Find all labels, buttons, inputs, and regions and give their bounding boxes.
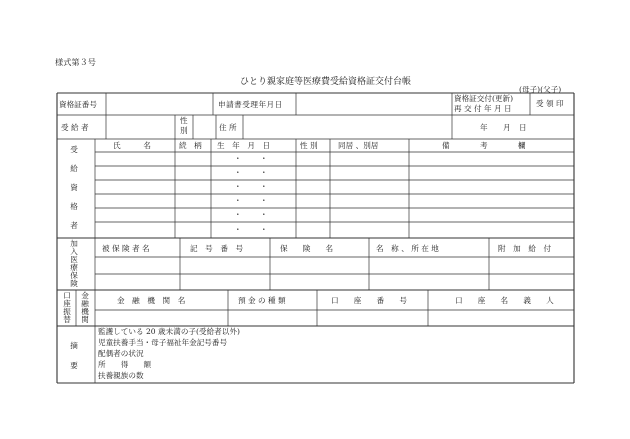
side-char: 入 (70, 247, 78, 256)
gender-label-1: 性 (180, 116, 188, 125)
side-char: 険 (70, 279, 78, 288)
header-name: 氏 名 (113, 141, 151, 150)
header-cohabitation: 同居 、別居 (338, 141, 379, 150)
side-char: 給 (70, 164, 78, 173)
side-char: 融 (81, 299, 89, 308)
header-remarks: 備 考 欄 (442, 141, 526, 150)
remark-line: 所 得 額 (98, 360, 152, 369)
date-separator: ・ (234, 168, 242, 177)
address-label: 住 所 (219, 123, 237, 132)
date-separator: ・ (234, 210, 242, 219)
header-account-number: 口 座 番 号 (331, 296, 407, 305)
side-char: 金 (81, 291, 89, 300)
side-char: 者 (70, 221, 78, 230)
issue-date-label-2: 再 交 付 年 月 日 (454, 104, 512, 113)
date-separator: ・ (260, 210, 268, 219)
side-char: 口 (63, 291, 71, 300)
recipients-side-label (67, 146, 81, 241)
date-separator: ・ (234, 154, 242, 163)
header-insured-name: 被 保 険 者 名 (102, 244, 150, 253)
header-name-address: 名 称 、 所 在 地 (376, 244, 439, 253)
page-title: ひとり親家庭等医療費受給資格証交付台帳 (240, 77, 412, 87)
bank-side-label-right (79, 292, 91, 324)
header-symbol-number: 記 号 番 号 (190, 244, 244, 253)
header-additional-benefit: 附 加 給 付 (498, 244, 552, 253)
insurance-side-label (68, 240, 80, 288)
side-char: 資 (70, 183, 78, 192)
side-char: 替 (63, 315, 71, 324)
side-char: 機 (81, 307, 89, 316)
remarks-side-label (67, 342, 81, 372)
parent-type: (母子)(父子) (519, 85, 562, 94)
remark-line: 配偶者の状況 (98, 349, 144, 358)
day-label: 日 (519, 123, 527, 132)
header-bank-name: 金 融 機 関 名 (117, 296, 186, 305)
remark-line: 児童扶養手当・母子福祉年金記号番号 (98, 338, 228, 347)
date-separator: ・ (234, 225, 242, 234)
header-gender: 性 別 (300, 141, 318, 150)
side-char: 加 (70, 239, 78, 248)
side-char: 医 (70, 255, 78, 264)
bank-side-label-left (61, 292, 73, 324)
date-separator: ・ (260, 196, 268, 205)
issue-date-label-1: 資格証交付(更新) (454, 94, 514, 103)
header-relationship: 続 柄 (179, 141, 202, 150)
receipt-seal-label: 受 領 印 (536, 99, 564, 108)
side-char: 関 (81, 315, 89, 324)
header-insurance-name: 保 険 名 (280, 244, 334, 253)
cert-number-label: 資格証番号 (59, 100, 97, 109)
side-char: 療 (70, 263, 78, 272)
gender-label-2: 別 (180, 126, 188, 135)
side-char: 格 (70, 202, 78, 211)
header-account-holder: 口 座 名 義 人 (455, 296, 554, 305)
remark-line: 監護している 20 歳未満の子(受給者以外) (98, 327, 240, 336)
recipient-label: 受 給 者 (61, 123, 89, 132)
application-date-label: 申請書受理年月日 (218, 100, 283, 109)
date-separator: ・ (234, 182, 242, 191)
month-label: 月 (503, 123, 511, 132)
date-separator: ・ (260, 225, 268, 234)
header-birthdate: 生 年 月 日 (217, 141, 271, 150)
header-deposit-type: 預 金 の 種 類 (238, 296, 286, 305)
form-number: 様式第３号 (55, 57, 96, 67)
side-char: 受 (70, 145, 78, 154)
side-char: 要 (70, 361, 78, 370)
side-char: 振 (63, 307, 71, 316)
side-char: 保 (70, 271, 78, 280)
remark-line: 扶養親族の数 (98, 371, 144, 380)
side-char: 座 (63, 299, 71, 308)
year-label: 年 (480, 123, 488, 132)
date-separator: ・ (260, 154, 268, 163)
side-char: 摘 (70, 341, 78, 350)
date-separator: ・ (260, 168, 268, 177)
date-separator: ・ (234, 196, 242, 205)
date-separator: ・ (260, 182, 268, 191)
